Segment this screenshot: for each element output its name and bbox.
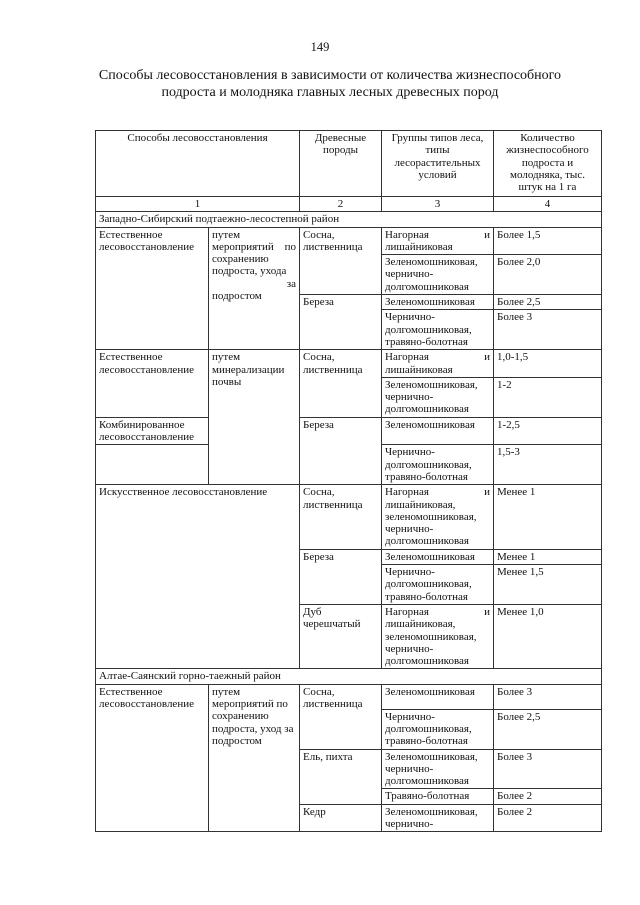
quantity-cell: Более 2 (494, 789, 602, 804)
forest-type-cell: Чернично-долгомошниковая, травяно-болотная (382, 709, 494, 749)
forest-type-word: Нагорная (385, 605, 429, 618)
species-cell: Береза (300, 417, 382, 484)
forest-type-word: и (484, 486, 490, 499)
means-cell: путем мероприятий по сохранению подроста, уход за подростом (209, 684, 300, 749)
quantity-cell: Более 2,0 (494, 255, 602, 295)
reforestation-table (95, 130, 602, 832)
col-number-4: 4 (494, 197, 602, 212)
quantity-cell: Более 3 (494, 749, 602, 789)
quantity-cell: Более 2,5 (494, 295, 602, 310)
column-number-row (96, 197, 602, 212)
forest-type-word: Нагорная (385, 228, 429, 241)
species-cell: Береза (300, 295, 382, 350)
col-number-3: 3 (382, 197, 494, 212)
forest-type-cell: Зеленомошниковая, чернично- (382, 804, 494, 832)
quantity-cell: Менее 1,0 (494, 604, 602, 668)
col-number-2: 2 (300, 197, 382, 212)
means-line (212, 278, 296, 290)
table-row (96, 227, 602, 255)
quantity-cell: 1-2 (494, 377, 602, 417)
means-text-end: подростом (212, 290, 262, 303)
forest-type-cell: Чернично-долгомошниковая, травяно-болотная (382, 565, 494, 605)
forest-type-line (385, 229, 490, 241)
means-word: за (286, 277, 296, 290)
means-cell: путем минерализации почвы (209, 350, 300, 485)
forest-type-cell: Зеленомошниковая (382, 295, 494, 310)
forest-type-cell: Зеленомошниковая (382, 549, 494, 564)
region-row (96, 669, 602, 684)
quantity-cell: Более 3 (494, 310, 602, 350)
forest-type-word: лишайниковая (385, 240, 453, 253)
forest-type-line (385, 486, 490, 498)
quantity-cell: Менее 1 (494, 485, 602, 549)
species-cell: Сосна, лиственница (300, 684, 382, 749)
header-row (96, 131, 602, 197)
quantity-cell: Менее 1 (494, 549, 602, 564)
forest-type-cell (382, 350, 494, 378)
method-cell: Искусственное лесовосстановление (96, 485, 300, 669)
table-row (96, 684, 602, 709)
quantity-cell: Менее 1,5 (494, 565, 602, 605)
forest-type-cell: Травяно-болотная (382, 789, 494, 804)
method-cell: Комбинированное лесовосстановление (96, 417, 209, 445)
header-forest-types: Группы типов леса, типы лесорастительных условий (382, 131, 494, 197)
means-cell-empty (209, 749, 300, 832)
page-number: 149 (310, 40, 330, 54)
quantity-cell: 1,0-1,5 (494, 350, 602, 378)
col-number-1: 1 (96, 197, 300, 212)
species-cell: Кедр (300, 804, 382, 832)
forest-type-cell (382, 227, 494, 255)
header-species: Древесные породы (300, 131, 382, 197)
forest-type-word: и (484, 351, 490, 364)
header-quantity: Количество жизнеспособного подроста и молодняка, тыс. штук на 1 га (494, 131, 602, 197)
method-cell: Естественное лесовосстановление (96, 684, 209, 832)
forest-type-cell (382, 604, 494, 668)
forest-type-word: Нагорная (385, 486, 429, 499)
forest-type-line (385, 351, 490, 363)
forest-type-cell: Зеленомошниковая, чернично-долгомошниковая (382, 749, 494, 789)
species-cell: Сосна, лиственница (300, 485, 382, 549)
region-row (96, 212, 602, 227)
table-row (96, 485, 602, 549)
forest-type-cell: Зеленомошниковая (382, 417, 494, 445)
quantity-cell: 1,5-3 (494, 445, 602, 485)
quantity-cell: Более 3 (494, 684, 602, 709)
forest-type-cell: Зеленомошниковая, чернично-долгомошниковая (382, 255, 494, 295)
forest-type-cell: Чернично-долгомошниковая, травяно-болотная (382, 445, 494, 485)
table-row (96, 417, 602, 445)
species-cell: Сосна, лиственница (300, 227, 382, 294)
forest-type-line (385, 606, 490, 618)
title-line-1: Способы лесовосстановления в зависимости от количества жизнеспособного (98, 68, 562, 83)
forest-type-cell (382, 485, 494, 549)
forest-type-cell: Зеленомошниковая (382, 684, 494, 709)
species-cell: Ель, пихта (300, 749, 382, 804)
title-line-2: подроста и молодняка главных лесных древесных пород (161, 85, 499, 100)
region-west-siberian: Западно-Сибирский подтаежно-лесостепной район (96, 212, 602, 227)
forest-type-word: и (484, 228, 490, 241)
forest-type-word: лишайниковая (385, 363, 453, 376)
quantity-cell: 1-2,5 (494, 417, 602, 445)
header-methods: Способы лесовосстановления (96, 131, 300, 197)
page-title (60, 67, 600, 101)
species-cell: Сосна, лиственница (300, 350, 382, 417)
means-text: путем мероприятий по сохранению подроста, ухода (212, 228, 296, 278)
means-cell (209, 227, 300, 350)
forest-type-cell: Зеленомошниковая, чернично-долгомошниковая (382, 377, 494, 417)
forest-type-cell: Чернично-долгомошниковая, травяно-болотная (382, 310, 494, 350)
forest-type-word: Нагорная (385, 351, 429, 364)
method-cell-empty (96, 445, 209, 485)
forest-type-word: лишайниковая, зеленомошниковая, чернично-долгомошниковая (385, 618, 477, 668)
species-cell: Дуб черешчатый (300, 604, 382, 668)
quantity-cell: Более 2 (494, 804, 602, 832)
region-altai-sayan: Алтае-Саянский горно-таежный район (96, 669, 602, 684)
method-cell: Естественное лесовосстановление (96, 350, 209, 417)
forest-type-word: и (484, 605, 490, 618)
table-row (96, 350, 602, 378)
quantity-cell: Более 2,5 (494, 709, 602, 749)
quantity-cell: Более 1,5 (494, 227, 602, 255)
forest-type-word: лишайниковая, зеленомошниковая, чернично-долгомошниковая (385, 498, 477, 548)
species-cell: Береза (300, 549, 382, 604)
method-cell: Естественное лесовосстановление (96, 227, 209, 350)
